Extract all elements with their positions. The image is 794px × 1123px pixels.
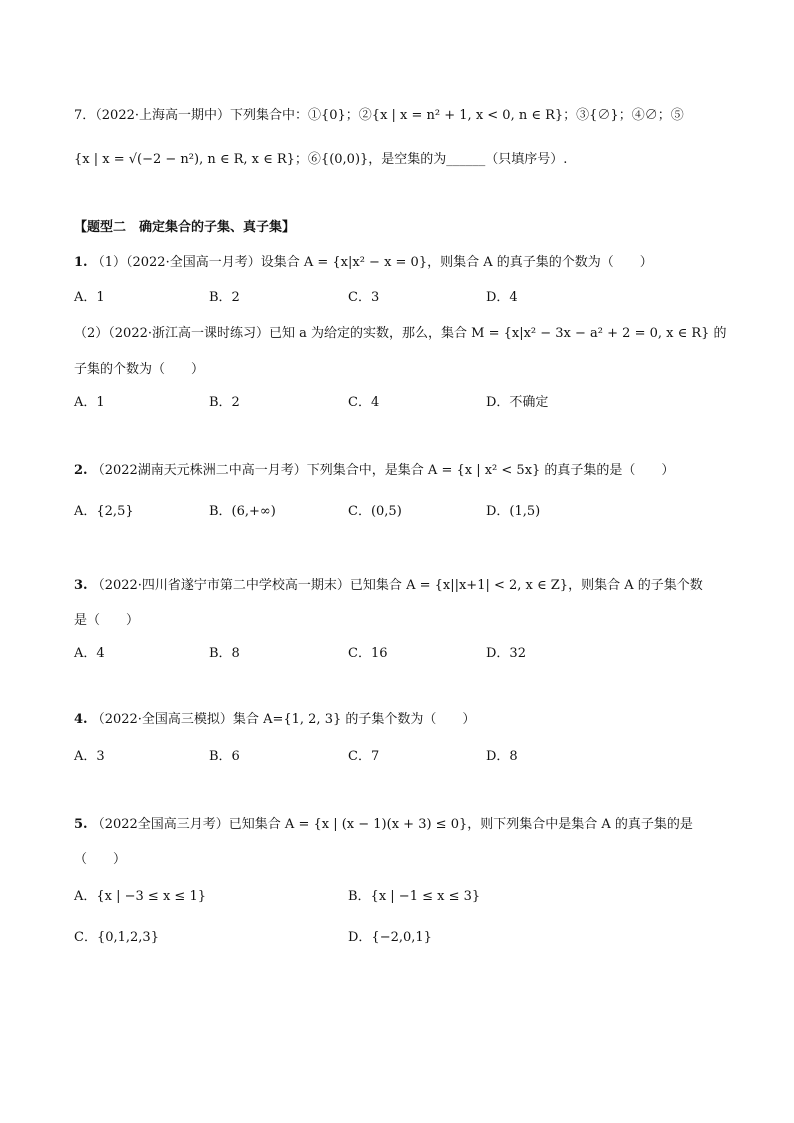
q2-stem: （2022湖南天元株洲二中高一月考）下列集合中，是集合 A = {x | x² < 5x} 的真子集的是（ ） <box>91 463 675 478</box>
q1-sub2-line1: （2）（2022·浙江高一课时练习）已知 a 为给定的实数，那么，集合 M = {x|x² − 3x − a² + 2 = 0, x ∈ R} 的 <box>74 326 727 341</box>
q1-number: 1. <box>74 255 88 270</box>
q5-option-b: B．{x | −1 ≤ x ≤ 3} <box>348 889 481 904</box>
q4-option-c: C．7 <box>348 749 380 764</box>
q1-option-a: A．1 <box>74 290 105 305</box>
q7-line2: {x | x = √(−2 − n²), n ∈ R, x ∈ R}；⑥{(0,0)}，是空集的为______（只填序号）. <box>74 152 568 167</box>
q7-line1: 7．（2022·上海高一期中）下列集合中：①{0}；②{x | x = n² + 1, x < 0, n ∈ R}；③{∅}；④∅；⑤ <box>74 108 684 123</box>
q3-stem-line2: 是（ ） <box>74 613 140 628</box>
q4-option-b: B．6 <box>209 749 240 764</box>
q1-option-c: C．3 <box>348 290 380 305</box>
q1-sub2-option-c: C．4 <box>348 395 380 410</box>
q3-option-b: B．8 <box>209 646 240 661</box>
q1-stem: （1）（2022·全国高一月考）设集合 A = {x|x² − x = 0}，则集合 A 的真子集的个数为（ ） <box>91 255 653 270</box>
q2-option-c: C．(0,5) <box>348 504 402 519</box>
q3-option-c: C．16 <box>348 646 388 661</box>
q1-sub2-line2: 子集的个数为（ ） <box>74 362 205 377</box>
q5-option-d: D．{−2,0,1} <box>348 930 432 945</box>
q1-sub2-option-b: B．2 <box>209 395 240 410</box>
section-title: 【题型二 确定集合的子集、真子集】 <box>74 220 296 235</box>
q5-option-a: A．{x | −3 ≤ x ≤ 1} <box>74 889 206 904</box>
q2-number: 2. <box>74 463 88 478</box>
q3-option-d: D．32 <box>486 646 526 661</box>
q5-stem: （2022全国高三月考）已知集合 A = {x | (x − 1)(x + 3) ≤ 0}，则下列集合中是集合 A 的真子集的是 <box>91 817 693 832</box>
q5-stem-line <box>74 815 693 835</box>
q1-sub2-option-a: A．1 <box>74 395 105 410</box>
q4-option-a: A．3 <box>74 749 105 764</box>
q1-stem-line <box>74 253 653 273</box>
q2-option-b: B．(6,+∞) <box>209 504 276 519</box>
q3-number: 3. <box>74 578 88 593</box>
q4-stem: （2022·全国高三模拟）集合 A={1, 2, 3} 的子集个数为（ ） <box>91 712 476 727</box>
q1-sub2-option-d: D．不确定 <box>486 395 549 410</box>
q2-stem-line <box>74 461 674 481</box>
q1-option-d: D．4 <box>486 290 518 305</box>
q4-option-d: D．8 <box>486 749 518 764</box>
q5-stem-line2: （ ） <box>74 852 127 867</box>
q5-number: 5. <box>74 817 88 832</box>
q3-stem-line <box>74 576 703 596</box>
q5-option-c: C．{0,1,2,3} <box>74 930 159 945</box>
q1-option-b: B．2 <box>209 290 240 305</box>
q4-stem-line <box>74 710 475 730</box>
q3-stem: （2022·四川省遂宁市第二中学校高一期末）已知集合 A = {x||x+1| < 2, x ∈ Z}，则集合 A 的子集个数 <box>91 578 703 593</box>
q4-number: 4. <box>74 712 88 727</box>
q2-option-d: D．(1,5) <box>486 504 541 519</box>
q3-option-a: A．4 <box>74 646 105 661</box>
q2-option-a: A．{2,5} <box>74 504 134 519</box>
